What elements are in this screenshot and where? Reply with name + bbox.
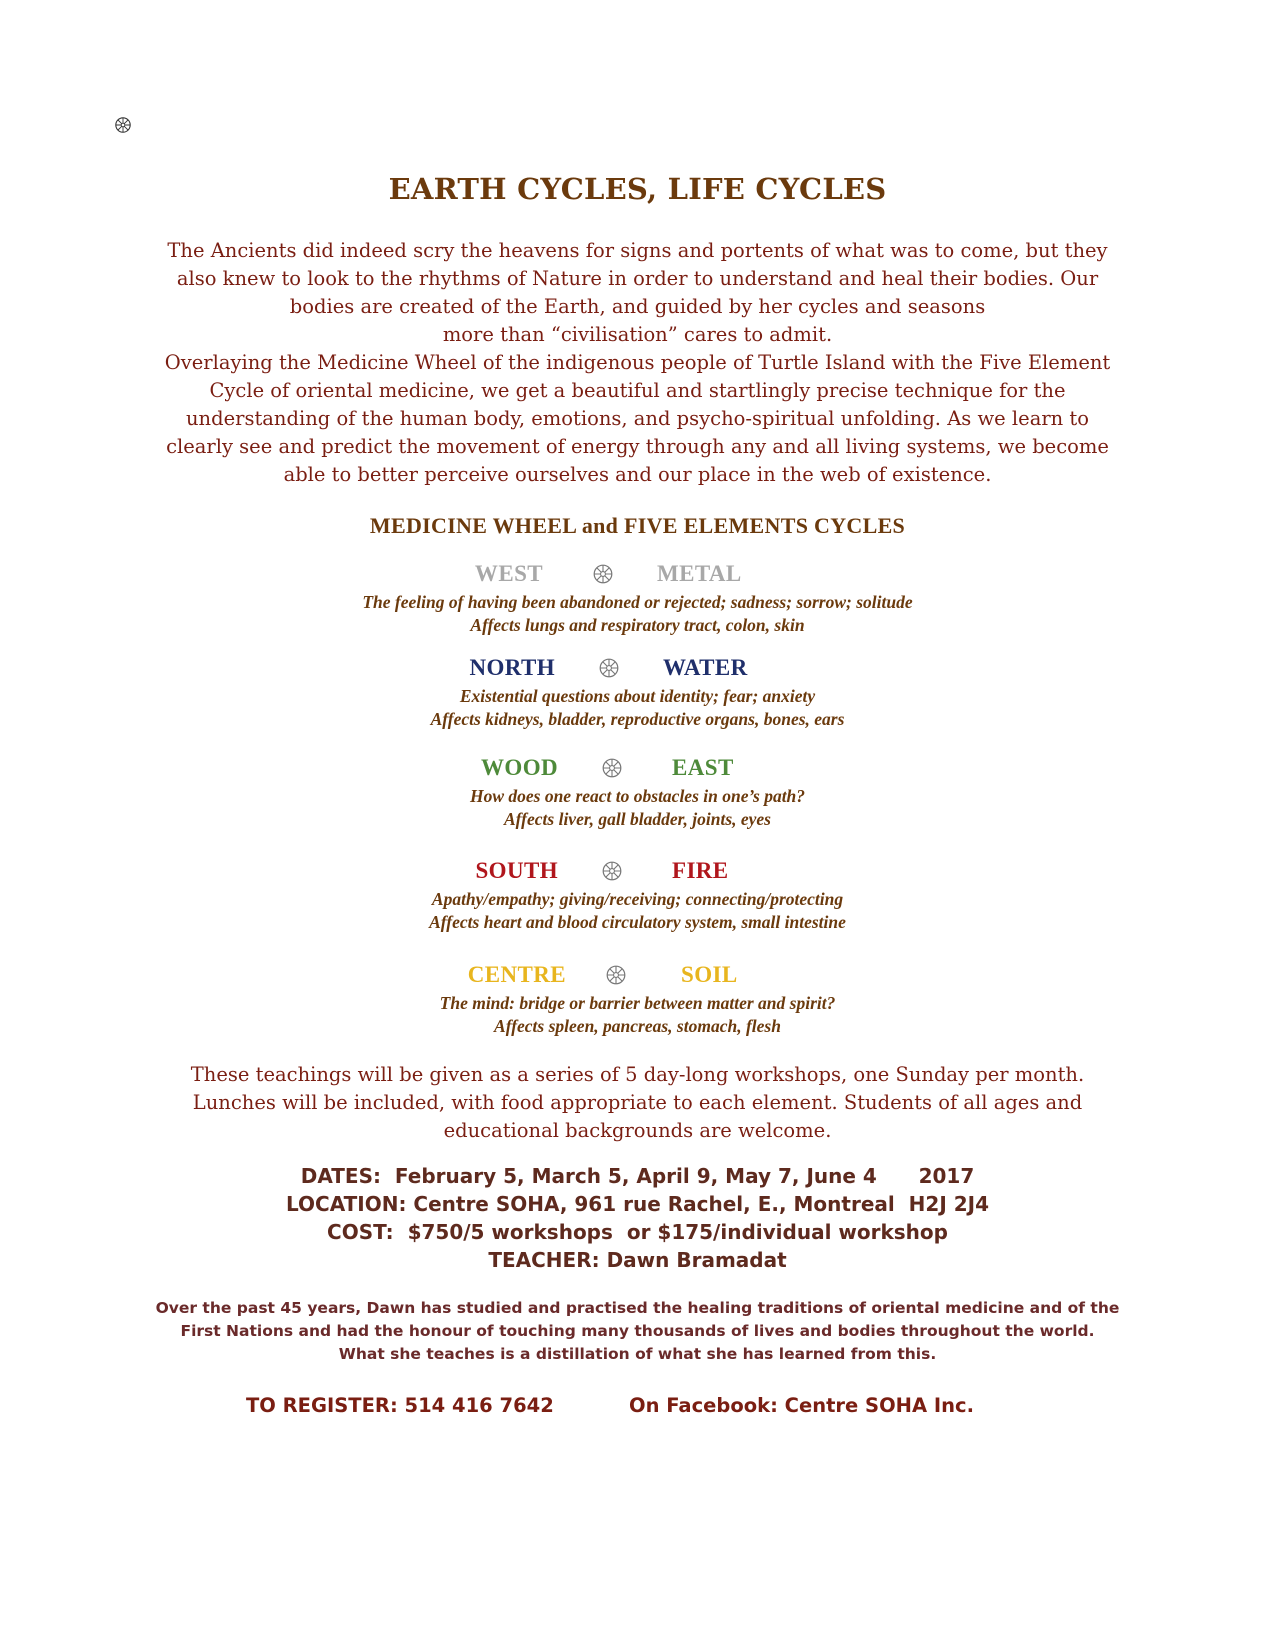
workshop-series-text <box>110 1061 1165 1145</box>
bio-line: What she teaches is a distillation of what she has learned from this. <box>338 1345 937 1363</box>
bio-line: First Nations and had the honour of touching many thousands of lives and bodies throughout the world. <box>180 1322 1095 1340</box>
element-block-north-water <box>0 655 1275 731</box>
intro-line: clearly see and predict the movement of energy through any and all living systems, we become <box>166 435 1109 458</box>
element-description: Apathy/empathy; giving/receiving; connecting/protecting <box>431 889 844 909</box>
facebook-info: On Facebook: Centre SOHA Inc. <box>629 1394 974 1417</box>
element-block-west-metal <box>0 561 1275 637</box>
wheel-flower-icon <box>605 964 627 986</box>
intro-line: understanding of the human body, emotions, and psycho-spiritual unfolding. As we learn to <box>186 407 1089 430</box>
element-name: WATER <box>663 655 748 680</box>
intro-line: more than “civilisation” cares to admit. <box>442 323 833 346</box>
wheel-flower-icon <box>114 116 132 134</box>
wheel-flower-icon <box>592 563 614 585</box>
element-heading <box>0 755 1275 785</box>
element-description: The feeling of having been abandoned or rejected; sadness; sorrow; solitude <box>362 592 913 612</box>
intro-text <box>110 237 1165 489</box>
element-affects: Affects kidneys, bladder, reproductive organs, bones, ears <box>430 709 845 729</box>
element-description: How does one react to obstacles in one’s path? <box>469 786 806 806</box>
element-heading <box>0 858 1275 888</box>
element-affects: Affects lungs and respiratory tract, colon, skin <box>470 615 805 635</box>
element-heading <box>0 561 1275 591</box>
element-name: METAL <box>657 561 742 586</box>
element-description: Existential questions about identity; fear; anxiety <box>459 686 816 706</box>
element-name: FIRE <box>672 858 729 883</box>
page-title: EARTH CYCLES, LIFE CYCLES <box>388 172 887 206</box>
element-description: The mind: bridge or barrier between matter and spirit? <box>439 993 836 1013</box>
element-affects: Affects liver, gall bladder, joints, eyes <box>503 809 771 829</box>
element-block-wood-east <box>0 755 1275 831</box>
element-heading <box>0 655 1275 685</box>
dates-line: DATES: February 5, March 5, April 9, May 7, June 4 2017 <box>300 1164 975 1188</box>
register-phone: TO REGISTER: 514 416 7642 <box>246 1394 554 1417</box>
intro-line: The Ancients did indeed scry the heavens for signs and portents of what was to come, but they <box>167 239 1108 262</box>
element-affects: Affects spleen, pancreas, stomach, flesh <box>494 1016 781 1036</box>
intro-line: able to better perceive ourselves and our place in the web of existence. <box>283 463 992 486</box>
wheel-flower-icon <box>601 860 623 882</box>
location-line: LOCATION: Centre SOHA, 961 rue Rachel, E., Montreal H2J 2J4 <box>285 1192 990 1216</box>
workshop-details <box>0 1162 1275 1274</box>
element-direction: SOUTH <box>475 858 558 883</box>
intro-line: bodies are created of the Earth, and guided by her cycles and seasons <box>289 295 986 318</box>
series-line: These teachings will be given as a series of 5 day-long workshops, one Sunday per month. <box>190 1063 1085 1086</box>
element-direction: CENTRE <box>467 962 566 987</box>
teacher-line: TEACHER: Dawn Bramadat <box>488 1248 787 1272</box>
element-direction: NORTH <box>469 655 555 680</box>
element-direction: EAST <box>672 755 734 780</box>
series-line: educational backgrounds are welcome. <box>443 1119 832 1142</box>
intro-line: Overlaying the Medicine Wheel of the indigenous people of Turtle Island with the Five Element <box>164 351 1111 374</box>
element-affects: Affects heart and blood circulatory system, small intestine <box>429 912 846 932</box>
intro-line: Cycle of oriental medicine, we get a beautiful and startlingly precise technique for the <box>209 379 1066 402</box>
bio-line: Over the past 45 years, Dawn has studied and practised the healing traditions of oriental medicine and of the <box>155 1299 1120 1317</box>
element-name: SOIL <box>681 962 738 987</box>
teacher-bio <box>100 1297 1175 1366</box>
wheel-flower-icon <box>598 657 620 679</box>
cost-line: COST: $750/5 workshops or $175/individual workshop <box>327 1220 948 1244</box>
element-heading <box>0 962 1275 992</box>
section-heading: MEDICINE WHEEL and FIVE ELEMENTS CYCLES <box>369 513 906 538</box>
series-line: Lunches will be included, with food appropriate to each element. Students of all ages and <box>192 1091 1083 1114</box>
element-direction: WEST <box>474 561 543 586</box>
element-block-south-fire <box>0 858 1275 934</box>
intro-line: also knew to look to the rhythms of Nature in order to understand and heal their bodies. Our <box>176 267 1099 290</box>
element-block-centre-soil <box>0 962 1275 1038</box>
element-name: WOOD <box>481 755 558 780</box>
wheel-flower-icon <box>601 757 623 779</box>
